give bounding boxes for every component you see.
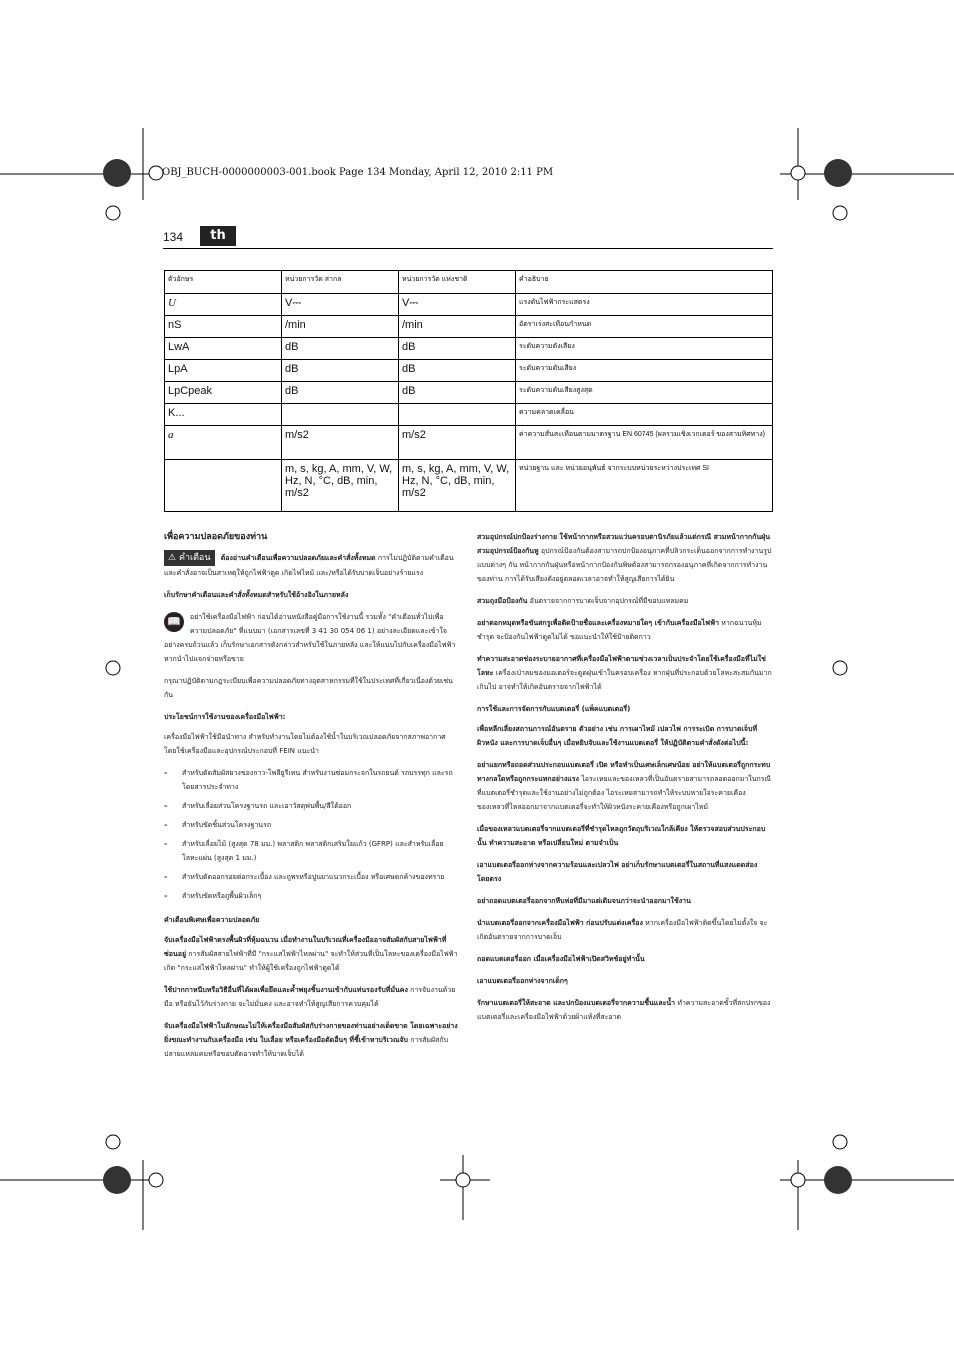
th-desc: คำอธิบาย: [516, 271, 773, 294]
cell-intl: V⎓: [282, 294, 399, 316]
file-header: OBJ_BUCH-0000000003-001.book Page 134 Monday, April 12, 2010 2:11 PM: [162, 167, 554, 178]
page-number: 134: [163, 230, 184, 244]
table-header-row: [165, 271, 773, 294]
cell-symbol: nS: [165, 316, 282, 338]
battery-paragraph: เพื่อหลีกเลี่ยงสถานการณ์อันตราย ตัวอย่าง เช่น การเผาไหม้ เปลวไฟ การระเบิด การบาดเจ็บที่ผิวหนัง และการบาดเจ็บอื่นๆ เมื่อหยิบจับและใช้งานแบตเตอรี่ ให้ปฏิบัติตามคำสั่งดังต่อไปนี้:: [477, 725, 758, 747]
list-item: – สำหรับเลื่อยส่วนโครงฐานรถ และเอาวัสดุพ่นพื้น/สีใต้ออก: [164, 799, 460, 813]
list-item-text: สำหรับตัดสัมผัสยางของกาว-โพลียูรีเทน สำหรับงานซ่อมกระจกในรถยนต์ รถบรรทุก และรถโดยสารประจำทาง: [182, 769, 453, 791]
table-row: [165, 404, 773, 426]
list-item-text: สำหรับขัดหรือถูพื้นผิวเล็กๆ: [182, 892, 262, 900]
usage-text: เครื่องมือไฟฟ้าใช้มือนำทาง สำหรับทำงานโดยไม่ต้องใช้น้ำในบริเวณปลอดภัยจากสภาพอากาศ โดยใช้เครื่องมือและอุปกรณ์ประกอบที่ FEIN แนะนำ: [164, 733, 446, 755]
cell-symbol: LpA: [165, 360, 282, 382]
regulations-text: กรุณาปฏิบัติตามกฎระเบียบเพื่อความปลอดภัยทางอุตสาหกรรมที่ใช้ในประเทศที่เกี่ยวเนื่องด้วยเช่นกัน: [164, 677, 453, 699]
list-item-text: สำหรับเลื่อยไม้ (สูงสุด 78 มม.) พลาสติก พลาสติกเสริมใยแก้ว (GFRP) และสำหรับเลื่อยโลหะแผ่น (สูงสุด 1 มม.): [182, 840, 444, 862]
cell-intl: dB: [282, 360, 399, 382]
warning-paragraph: [164, 550, 460, 580]
list-item-text: สำหรับขัดชิ้นส่วนโครงฐานรถ: [182, 821, 272, 829]
cell-desc: ความคลาดเคลื่อน: [516, 404, 773, 426]
cell-nat: m, s, kg, A, mm, V, W, Hz, N, °C, dB, min, m/s2: [399, 460, 516, 512]
language-tag: th: [200, 226, 236, 246]
section-title: เพื่อความปลอดภัยของท่าน: [164, 532, 268, 542]
cell-symbol: U: [165, 294, 282, 316]
cell-intl: [282, 404, 399, 426]
cell-nat: dB: [399, 382, 516, 404]
cell-desc: อัตราเร่งสะเทือนกำหนด: [516, 316, 773, 338]
safety-paragraph: ทำความสะอาดช่องระบายอากาศที่เครื่องมือไฟฟ้าตามช่วงเวลาเป็นประจำโดยใช้เครื่องมือที่ไม่ใช่โลหะ เครื่องเป่าลมของมอเตอร์จะดูดฝุ่นเข้าในครอบเครื่อง หากฝุ่นที่ประกอบด้วยโลหะสะสมกันมากเกินไป อาจทำให้เกิดอันตรายจากไฟฟ้าได้: [477, 655, 772, 691]
right-column: [477, 530, 773, 1032]
read-manual-icon: 📖: [164, 612, 184, 632]
battery-paragraph: ถอดแบตเตอรี่ออก เมื่อเครื่องมือไฟฟ้าเปิดสวิทช์อยู่ทำนั้น: [477, 955, 645, 963]
cell-desc: ระดับความดันเสียงสูงสุด: [516, 382, 773, 404]
cell-nat: m/s2: [399, 426, 516, 460]
list-item: – สำหรับขัดหรือถูพื้นผิวเล็กๆ: [164, 889, 460, 903]
table-row: [165, 460, 773, 512]
th-intl: หน่วยการวัด สากล: [282, 271, 399, 294]
cell-intl: /min: [282, 316, 399, 338]
cell-symbol: [165, 460, 282, 512]
cell-desc: ค่าความสั่นสะเทือนตามมาตรฐาน EN 60745 (ผลรวมเชิงเวกเตอร์ ของสามทิศทาง): [516, 426, 773, 460]
cell-nat: V⎓: [399, 294, 516, 316]
warning-label: คำเตือน: [178, 553, 211, 563]
safety-paragraph: จับเครื่องมือไฟฟ้าตรงพื้นผิวที่หุ้มฉนวน เมื่อทำงานในบริเวณที่เครื่องมืออาจสัมผัสกับสายไฟฟ้าที่ซ่อนอยู่ การสัมผัสสายไฟฟ้าที่มี "กระแสไฟฟ้าไหลผ่าน" จะทำให้ส่วนที่เป็นโลหะของเครื่องมือไฟฟ้าเกิด "กระแสไฟฟ้าไหลผ่าน" ทำให้ผู้ใช้เครื่องถูกไฟฟ้าดูดได้: [164, 936, 458, 972]
cell-intl: dB: [282, 338, 399, 360]
table-row: [165, 360, 773, 382]
cell-symbol: LwA: [165, 338, 282, 360]
warning-text: การไม่ปฏิบัติตามคำเตือนและคำสั่งอาจเป็นสาเหตุให้ถูกไฟฟ้าดูด เกิดไฟไหม้ และ/หรือได้รับบาดเจ็บอย่างร้ายแรง: [164, 554, 454, 577]
special-safety-title: คำเตือนพิเศษเพื่อความปลอดภัย: [164, 916, 260, 924]
battery-paragraph: นำแบตเตอรี่ออกจากเครื่องมือไฟฟ้า ก่อนปรับแต่งเครื่อง หากเครื่องมือไฟฟ้าติดขึ้นโดยไม่ตั้งใจ จะเกิดอันตรายจากการบาดเจ็บ: [477, 919, 768, 941]
safety-paragraph: ใช้ปากกาหนีบหรือวิธีอื่นที่ได้ผลเพื่อยึดและค้ำพยุงชิ้นงานเข้ากับแท่นรองรับที่มั่นคง การจับงานด้วยมือ หรือยันไว้กับร่างกาย จะไม่มั่นคง และอาจทำให้สูญเสียการควบคุมได้: [164, 986, 456, 1008]
cell-nat: /min: [399, 316, 516, 338]
header-rule: [163, 248, 773, 249]
cell-nat: [399, 404, 516, 426]
battery-paragraph: เมื่อของเหลวแบตเตอรี่จากแบตเตอรี่ที่ชำรุดไหลถูกวัตถุบริเวณใกล้เคียง ให้ตรวจสอบส่วนประกอบนั้น ทำความสะอาด หรือเปลี่ยนใหม่ ตามจำเป็น: [477, 825, 766, 847]
list-item: – สำหรับเลื่อยไม้ (สูงสุด 78 มม.) พลาสติก พลาสติกเสริมใยแก้ว (GFRP) และสำหรับเลื่อยโลหะแผ่น (สูงสุด 1 มม.): [164, 837, 460, 865]
cell-desc: ระดับความดันเสียง: [516, 360, 773, 382]
table-row: [165, 294, 773, 316]
cell-nat: dB: [399, 360, 516, 382]
battery-paragraph: เอาแบตเตอรี่ออกห่างจากความร้อนและเปลวไฟ อย่าเก็บรักษาแบตเตอรี่ในสถานที่แสงแดดส่องโดยตรง: [477, 861, 758, 883]
table-row: [165, 382, 773, 404]
cell-desc: ระดับความดังเสียง: [516, 338, 773, 360]
list-item: – สำหรับตัดออกรอยต่อกระเบื้อง และถูพรหรือปูนยาแนวกระเบื้อง หรือเศษตกค้างของทราย: [164, 870, 460, 884]
cell-intl: dB: [282, 382, 399, 404]
keep-instructions: เก็บรักษาคำเตือนและคำสั่งทั้งหมดสำหรับใช้อ้างอิงในภายหลัง: [164, 591, 349, 599]
safety-paragraph: สวมอุปกรณ์ปกป้องร่างกาย ใช้หน้ากากหรือสวมแว่นครอบตานิรภัยแล้วแต่กรณี สวมหน้ากากกันฝุ่น สวมอุปกรณ์ป้องกันหู อุปกรณ์ป้องกันต้องสามารถปกป้องอนุภาคที่ปลิวกระเด็นออกจากการทำงานรูปแบบต่างๆ กัน หน้ากากกันฝุ่นหรือหน้ากากป้องกันพิษต้องสามารถกรองอนุภาคที่เกิดจากการทำงานของท่าน การได้รับเสียงดังอยู่ตลอดเวลาอาจทำให้สูญเสียการได้ยิน: [477, 533, 772, 583]
list-item: – สำหรับตัดสัมผัสยางของกาว-โพลียูรีเทน สำหรับงานซ่อมกระจกในรถยนต์ รถบรรทุก และรถโดยสารประจำทาง: [164, 766, 460, 794]
cell-intl: m/s2: [282, 426, 399, 460]
cell-intl: m, s, kg, A, mm, V, W, Hz, N, °C, dB, min, m/s2: [282, 460, 399, 512]
left-column: [164, 530, 460, 1069]
th-nat: หน่วยการวัด แห่งชาติ: [399, 271, 516, 294]
symbol-table: [164, 270, 773, 512]
cell-desc: หน่วยฐาน และ หน่วยอนุพันธ์ จากระบบหน่วยระหว่างประเทศ SI: [516, 460, 773, 512]
cell-nat: dB: [399, 338, 516, 360]
cell-desc: แรงดันไฟฟ้ากระแสตรง: [516, 294, 773, 316]
cell-symbol: LpCpeak: [165, 382, 282, 404]
battery-paragraph: เอาแบตเตอรี่ออกห่างจากเด็กๆ: [477, 977, 568, 985]
warning-badge: ⚠ คำเตือน: [164, 550, 215, 566]
battery-paragraph: อย่าถอดแบตเตอรี่ออกจากหีบห่อที่มีมาแต่เดิมจนกว่าจะนำออกมาใช้งาน: [477, 897, 691, 905]
cell-symbol: K...: [165, 404, 282, 426]
battery-paragraph: รักษาแบตเตอรี่ให้สะอาด และปกป้องแบตเตอรี่จากความชื้นและน้ำ ทำความสะอาดขั้วที่สกปรกของแบตเตอรี่และเครื่องมือไฟฟ้าด้วยผ้าแห้งที่สะอาด: [477, 999, 771, 1021]
list-item-text: สำหรับตัดออกรอยต่อกระเบื้อง และถูพรหรือปูนยาแนวกระเบื้อง หรือเศษตกค้างของทราย: [182, 873, 445, 881]
table-row: [165, 426, 773, 460]
list-item-text: สำหรับเลื่อยส่วนโครงฐานรถ และเอาวัสดุพ่นพื้น/สีใต้ออก: [182, 802, 352, 810]
battery-title: การใช้และการจัดการกับแบตเตอรี่ (แพ็คแบตเตอรี่): [477, 705, 631, 713]
th-symbol: ตัวอักษร: [165, 271, 282, 294]
safety-paragraph: จับเครื่องมือไฟฟ้าในลักษณะไม่ให้เครื่องมือสัมผัสกับร่างกายของท่านอย่างเด็ดขาด โดยเฉพาะอย่างยิ่งขณะทำงานกับเครื่องมือ เช่น ใบเลื่อย หรือเครื่องมือตัดอื่นๆ ที่ชี้เข้าหาบริเวณจับ การสัมผัสกับปลายแหลมคมหรือขอบตัดอาจทำให้บาดเจ็บได้: [164, 1022, 458, 1058]
table-row: [165, 316, 773, 338]
safety-paragraph: สวมถุงมือป้องกัน อันตรายจากการบาดเจ็บจากอุปกรณ์ที่มีขอบแหลมคม: [477, 597, 689, 605]
list-item: – สำหรับขัดชิ้นส่วนโครงฐานรถ: [164, 818, 460, 832]
safety-paragraph: อย่าตอกหมุดหรือขันสกรูเพื่อติดป้ายชื่อและเครื่องหมายใดๆ เข้ากับเครื่องมือไฟฟ้า หากฉนวนหุ้มชำรุด จะป้องกันไฟฟ้าดูดไม่ได้ ขอแนะนำให้ใช้ป้ายติดกาว: [477, 619, 762, 641]
manual-paragraph: [164, 610, 460, 666]
warning-bold: ต้องอ่านคำเตือนเพื่อความปลอดภัยและคำสั่งทั้งหมด: [220, 554, 376, 562]
battery-paragraph: อย่าแยกหรือถอดส่วนประกอบแบตเตอรี่ เปิด หรือทำเป็นเศษเล็กเศษน้อย อย่าให้แบตเตอรี่ถูกกระทบทางกลใดหรือถูกกระแทกอย่างแรง ไอระเหยและของเหลวที่เป็นอันตรายสามารถลอดออกมาในกรณีที่แบตเตอรี่ชำรุดและใช้งานอย่างไม่ถูกต้อง ไอระเหยสามารถทำให้ระบบหายใจระคายเคือง ของเหลวที่ไหลออกมาจากแบตเตอรี่จะทำให้ผิวหนังระคายเคืองหรือถูกเผาไหม้: [477, 761, 772, 811]
usage-title: ประโยชน์การใช้งานของเครื่องมือไฟฟ้า:: [164, 713, 286, 721]
cell-symbol: a: [165, 426, 282, 460]
table-row: [165, 338, 773, 360]
manual-text: อย่าใช้เครื่องมือไฟฟ้า ก่อนได้อ่านหนังสือคู่มือการใช้งานนี้ รวมทั้ง "คำเตือนทั่วไปเพื่อความปลอดภัย" ที่แนบมา (เอกสารเลขที่ 3 41 30 054 06 1) อย่างละเอียดและเข้าใจอย่างครบถ้วนแล้ว เก็บรักษาเอกสารดังกล่าวสำหรับใช้ในภายหลัง และให้แนบไปกับเครื่องมือไฟฟ้าหากนำไปแจกจ่ายหรือขาย: [164, 613, 456, 663]
